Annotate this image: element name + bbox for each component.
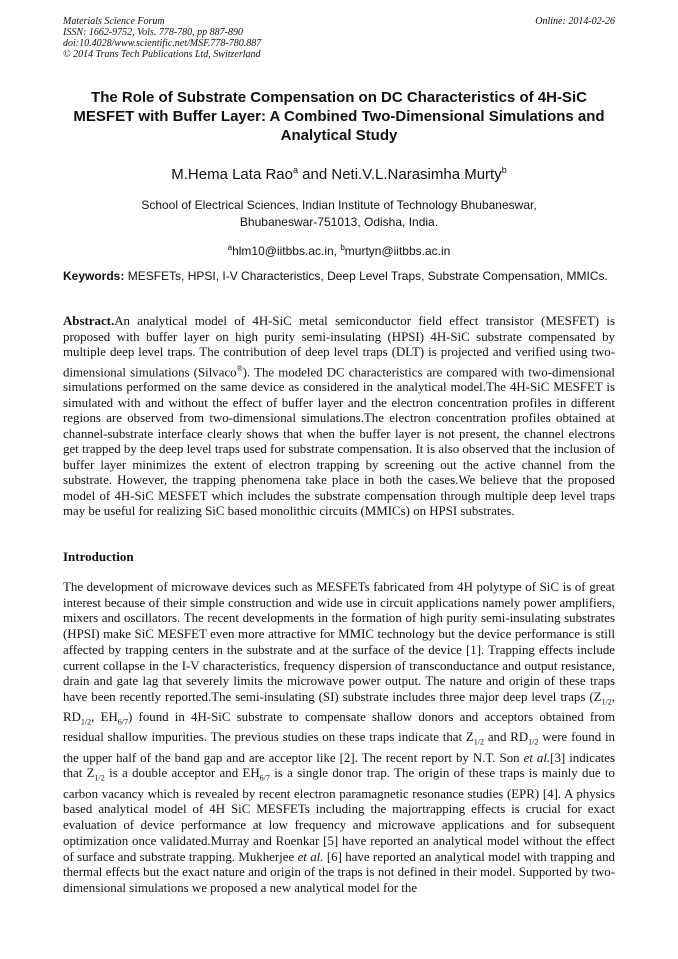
abstract-label: Abstract. <box>63 314 115 328</box>
paper-title: The Role of Substrate Compensation on DC Characteristics of 4H-SiC MESFET with Buffer Layer: A Combined Two-Dimensional Simulations and Analytical Study <box>73 89 605 144</box>
keywords <box>63 268 615 284</box>
author-superscript: b <box>501 165 507 175</box>
subscript: 6/7 <box>259 774 270 784</box>
body-text: , EH <box>91 710 118 725</box>
body-text: is a single donor trap. The origin of these traps is mainly due to carbon vacancy which is revealed by recent electron paramagnetic resonance studies (EPR) [4]. A physics based analytical model of 4H SiC MESFETs including the majortrapping effects is crucial for exact evaluation of device performance at low frequency and microwave applications and for subsequent optimization once validated.Murray and Roenkar [5] have reported an analytical model without the effect of surface and substrate trapping. Mukherjee <box>63 766 615 864</box>
abstract-text: An analytical model of 4H-SiC metal semiconductor field effect transistor (MESFET) is proposed with buffer layer on high purity semi-insulating (HPSI) 4H-SiC substrate compensated by multiple deep level traps. The contribution of deep level traps (DLT) is projected and verified using two-dimensional simulations (Silvaco <box>63 314 615 379</box>
et-al: et al. <box>297 849 324 864</box>
affiliation <box>63 197 615 231</box>
author-name: M.Hema Lata Rao <box>171 166 293 183</box>
body-text: The development of microwave devices such as MESFETs fabricated from 4H polytype of SiC is of great interest because of their simple construction and wide use in circuit applications namely power amplifiers, mixers and oscillators. The recent developments in the formation of high purity semi-insulating substrates (HPSI) make SiC MESFET even more attractive for MMIC technology but the device performance is still affected by trapping centers in the substrate and at the surface of the device [1]. Trapping effects include current collapse in the I-V characteristics, frequency dispersion of transconductance and output resistance, drain and gate lag that severely limits the microwave power output. The nature and origin of these traps have been recently reported.The semi-insulating (SI) substrate includes three major deep level traps (Z <box>63 580 615 704</box>
email-superscript: b <box>340 243 345 252</box>
subscript: 1/2 <box>473 738 485 748</box>
introduction-body <box>63 580 615 897</box>
subscript: 1/2 <box>528 738 539 748</box>
abstract-text: ). The modeled DC characteristics are compared with two-dimensional simulations performed on the same device as considered in the analytical model.The 4H-SiC MESFET is simulated with and without the effect of buffer layer and the electron concentration profiles in different regions are observed from two-dimensional simulations.The electron concentration profiles obtained at channel-substrate interface clearly shows that when the buffer layer is not present, the channel electrons get trapped by the deep level traps used for substrate compensation. It is also observed that the inclusion of buffer layer minimizes the extent of electron trapping by screening out the active channel from the substrate. However, the trapping phenomena take place in both the cases.We believe that the proposed model of 4H-SiC MESFET which includes the substrate compensation through multiple deep level traps may be useful for realizing SiC based monolithic circuits (MMICs) on HPSI substrates. <box>63 364 615 519</box>
doi-line: doi:10.4028/www.scientific.net/MSF.778-780.887 <box>63 38 262 49</box>
body-text: [6] have reported an analytical model with trapping and thermal effects but the exact nature and origin of the traps is not defined in their model. Supported by two-dimensional simulations we proposed a new analytical model for the <box>63 849 615 895</box>
subscript: 1/2 <box>80 717 92 727</box>
keywords-text: MESFETs, HPSI, I-V Characteristics, Deep Level Traps, Substrate Compensation, MMICs. <box>124 269 608 283</box>
affiliation-line: School of Electrical Sciences, Indian Institute of Technology Bhubaneswar, <box>141 198 537 212</box>
subscript: 1/2 <box>601 697 612 707</box>
body-text: , RD <box>63 689 615 725</box>
subscript: 1/2 <box>94 774 105 784</box>
abstract <box>63 314 615 520</box>
keywords-label: Keywords: <box>63 269 125 283</box>
section-heading: Introduction <box>63 549 134 564</box>
et-al: et al. <box>523 750 551 765</box>
author-list <box>63 160 615 185</box>
registered-mark: ® <box>236 363 243 373</box>
author-name: Neti.V.L.Narasimha Murty <box>331 166 502 183</box>
email-link[interactable]: murtyn@iitbbs.ac.in <box>344 244 451 258</box>
author-conjunction: and <box>298 166 332 183</box>
journal-header <box>63 16 615 60</box>
copyright-line: © 2014 Trans Tech Publications Ltd, Switzerland <box>63 49 261 60</box>
journal-name: Materials Science Forum <box>63 16 165 27</box>
issn-line: ISSN: 1662-9752, Vols. 778-780, pp 887-890 <box>63 27 243 38</box>
email-link[interactable]: hlm10@iitbbs.ac.in, <box>232 244 341 258</box>
author-superscript: a <box>292 165 298 175</box>
body-text: and RD <box>484 730 529 745</box>
online-date: Online: 2014-02-26 <box>535 16 615 27</box>
author-emails <box>63 240 615 259</box>
body-text: ) found in 4H-SiC substrate to compensate shallow donors and acceptors obtained from residual shallow impurities. The previous studies on these traps indicate that Z <box>63 710 615 745</box>
affiliation-line: Bhubaneswar-751013, Odisha, India. <box>239 215 439 229</box>
subscript: 6/7 <box>117 717 129 727</box>
body-text: were found in the upper half of the band gap and are acceptor like [2]. The recent report by N.T. Son <box>63 730 615 765</box>
body-text: [3] indicates that Z <box>63 750 616 781</box>
body-text: is a double acceptor and EH <box>104 766 260 781</box>
email-superscript: a <box>227 243 233 252</box>
